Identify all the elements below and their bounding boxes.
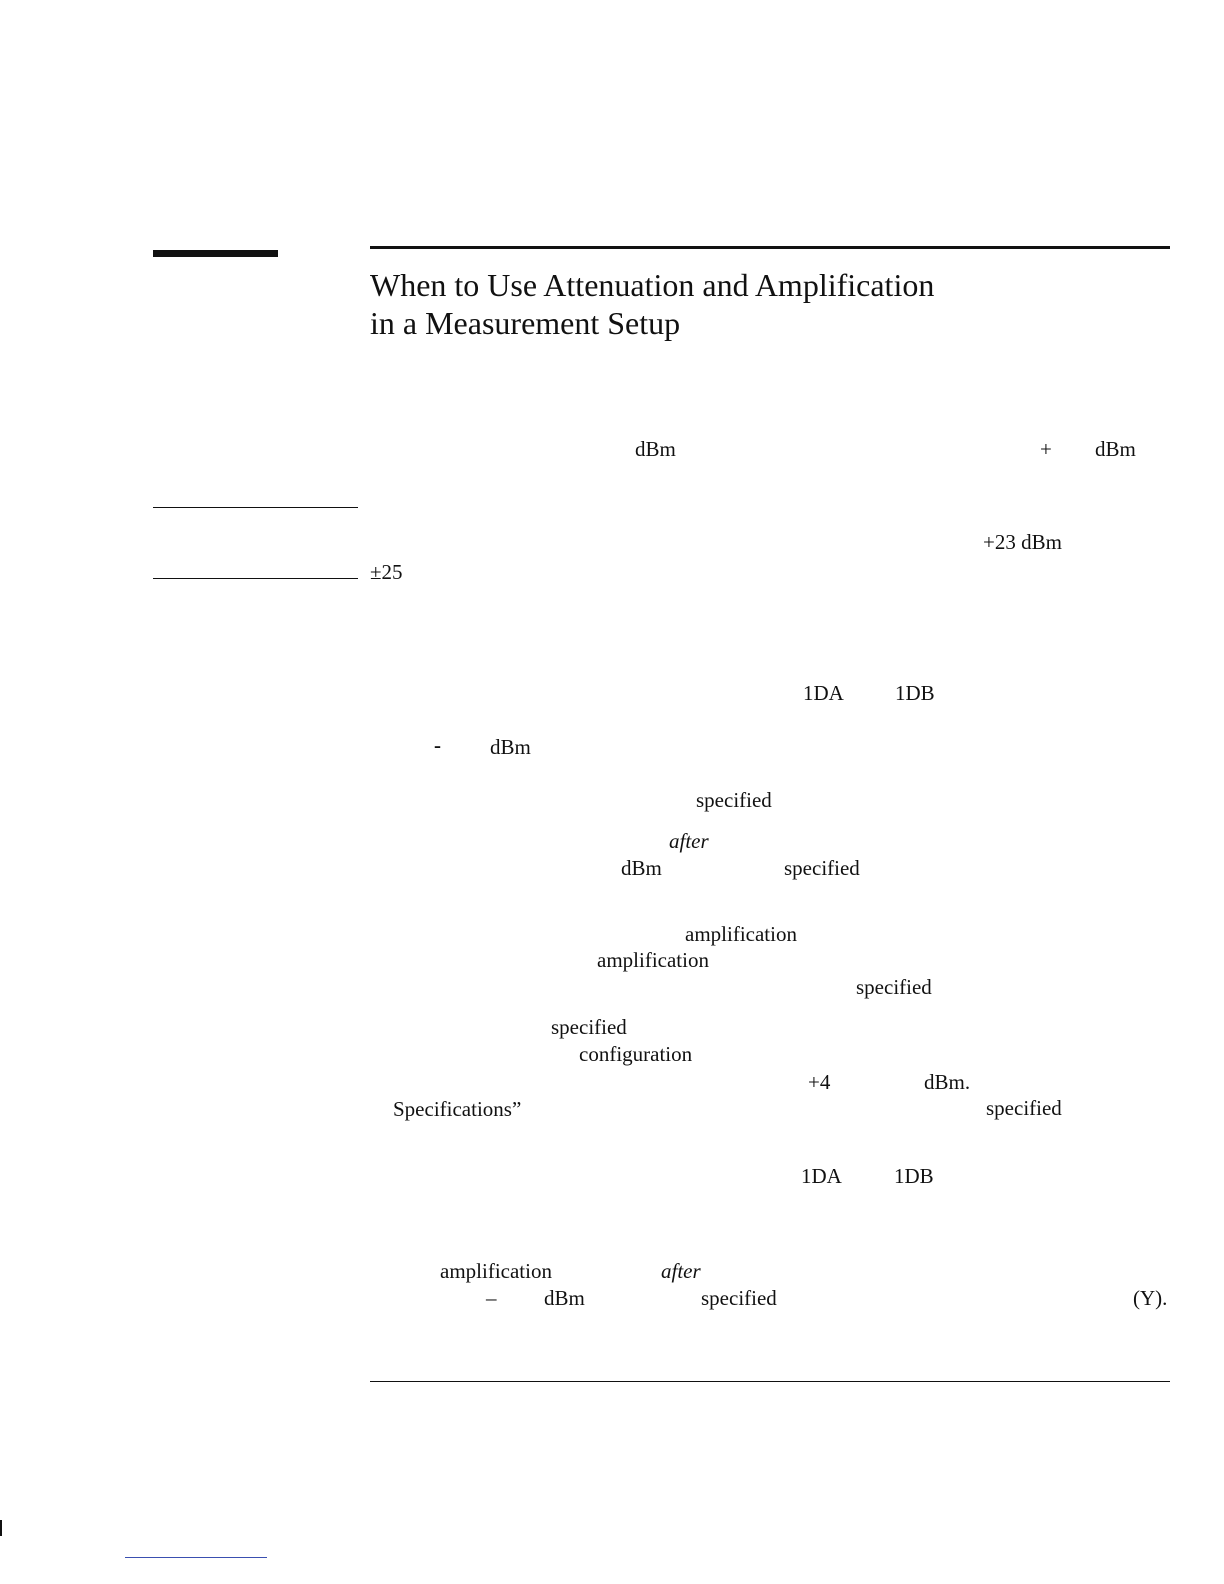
text-fragment: specified: [986, 1096, 1062, 1120]
section-tab-bar: [153, 250, 278, 257]
text-fragment: 1DA: [803, 681, 844, 705]
margin-rule: [153, 578, 358, 579]
text-fragment: specified: [856, 975, 932, 999]
text-fragment: (Y).: [1133, 1286, 1168, 1310]
text-fragment: dBm: [1095, 437, 1136, 461]
text-fragment: dBm: [490, 735, 531, 759]
section-heading: [370, 266, 934, 342]
heading-line-1: When to Use Attenuation and Amplification: [370, 267, 935, 303]
text-fragment: -: [434, 733, 441, 757]
text-fragment: configuration: [579, 1042, 693, 1066]
text-fragment: 1DA: [801, 1164, 842, 1188]
text-fragment: specified: [701, 1286, 777, 1310]
text-fragment: 1DB: [895, 681, 935, 705]
text-fragment: specified: [696, 788, 772, 812]
text-fragment: 1DB: [894, 1164, 934, 1188]
text-fragment: –: [486, 1286, 497, 1310]
text-fragment: dBm: [621, 856, 662, 880]
text-fragment: amplification: [685, 922, 797, 946]
text-fragment: dBm.: [924, 1070, 971, 1094]
text-fragment: after: [669, 829, 709, 853]
text-fragment: dBm: [635, 437, 676, 461]
text-fragment: specified: [551, 1015, 627, 1039]
text-fragment: amplification: [597, 948, 709, 972]
text-fragment: +4: [808, 1070, 831, 1094]
text-fragment: amplification: [440, 1259, 552, 1283]
edge-mark: [0, 1520, 2, 1536]
text-fragment: dBm: [544, 1286, 585, 1310]
text-fragment: Specifications”: [393, 1097, 522, 1121]
heading-line-2: in a Measurement Setup: [370, 305, 681, 341]
footer-rule: [370, 1381, 1170, 1382]
text-fragment: +: [1040, 437, 1052, 461]
text-fragment: after: [661, 1259, 701, 1283]
footer-link-underline: [125, 1557, 267, 1558]
text-fragment: specified: [784, 856, 860, 880]
header-rule: [370, 246, 1170, 249]
margin-rule: [153, 507, 358, 508]
text-fragment: +23 dBm: [983, 530, 1062, 554]
text-fragment: ±25: [370, 560, 403, 584]
